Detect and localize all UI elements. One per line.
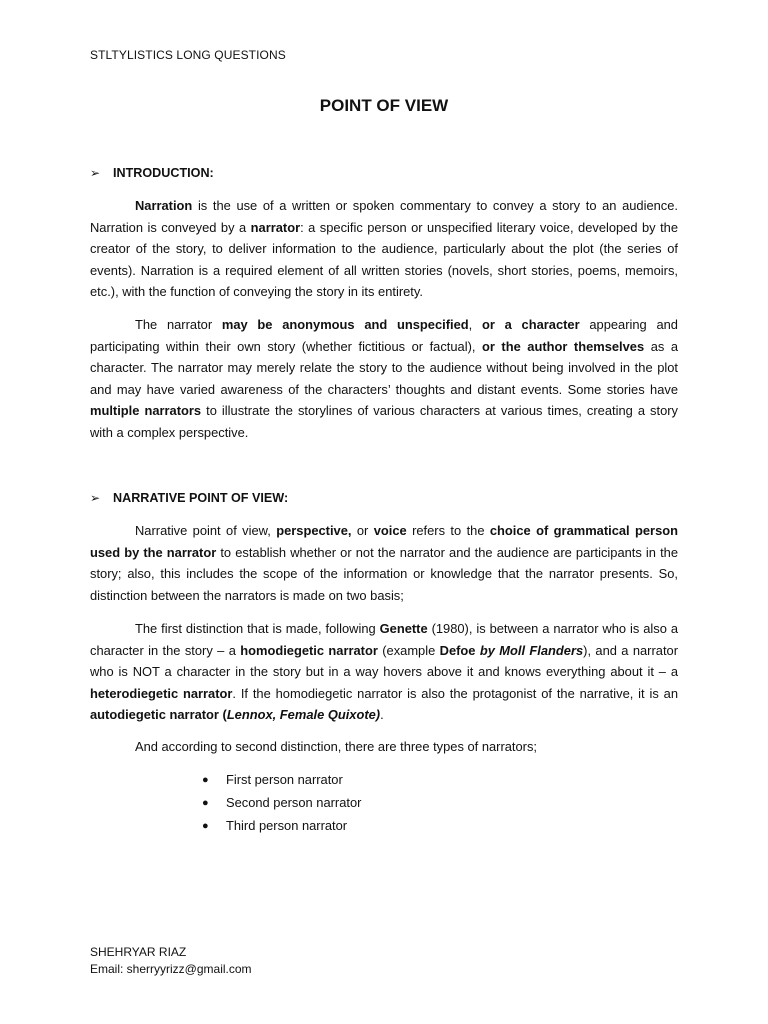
section-heading-introduction <box>90 166 214 180</box>
bold-run: perspective, <box>276 523 352 538</box>
bold-italic-run: Lennox, Female Quixote) <box>226 707 381 723</box>
text-run: (1980), is between a narrator who is also a character in the story – a <box>90 621 679 658</box>
paragraph-introduction-1 <box>90 195 678 303</box>
bold-run: heterodiegetic narrator <box>90 685 233 701</box>
paragraph-narrative-pov-1 <box>90 520 678 606</box>
page-header: STLTYLISTICS LONG QUESTIONS <box>90 48 286 62</box>
bold-run: voice <box>373 523 407 538</box>
list-item-label: First person narrator <box>226 772 343 787</box>
text-run: The narrator <box>135 317 222 332</box>
text-run: ), and a narrator who is NOT a character in the story but in a way hovers above it and knows everything about it – a <box>90 642 678 680</box>
list-item <box>202 815 361 838</box>
bullet-icon: ● <box>202 796 209 809</box>
text-run: , <box>468 317 482 332</box>
term-narrator: narrator <box>250 219 301 235</box>
arrowhead-icon: ➢ <box>90 166 101 180</box>
bold-run: Genette <box>379 621 428 636</box>
bold-run: multiple narrators <box>90 403 202 419</box>
text-run: . If the homodiegetic narrator is also the protagonist of the narrative, it is an <box>232 685 678 701</box>
paragraph-introduction-2 <box>90 314 678 444</box>
text-run: And according to second distinction, there are three types of narrators; <box>135 739 537 754</box>
section-heading-label: INTRODUCTION: <box>113 166 214 180</box>
list-item <box>202 769 361 792</box>
section-heading-narrative-pov <box>90 491 288 505</box>
bold-italic-run: by Moll Flanders <box>479 642 584 658</box>
text-run: (example <box>377 642 440 658</box>
text-run: The first distinction that is made, following <box>135 621 380 636</box>
bold-run: autodiegetic narrator ( <box>90 707 227 723</box>
text-run: . <box>380 707 384 723</box>
bold-run: or the author themselves <box>481 338 645 354</box>
bullet-icon: ● <box>202 819 209 832</box>
text-run: refers to the <box>406 523 490 538</box>
text-run: to illustrate the storylines of various characters at various times, creating a story with a complex perspective. <box>90 403 678 440</box>
paragraph-narrative-pov-3 <box>90 736 678 758</box>
bold-run: or a character <box>481 317 580 332</box>
arrowhead-icon: ➢ <box>90 491 101 505</box>
list-item <box>202 792 361 815</box>
author-email: Email: sherryyrizz@gmail.com <box>90 962 252 976</box>
bullet-icon: ● <box>202 774 209 786</box>
text-run: Narrative point of view, <box>135 523 277 538</box>
section-heading-label: NARRATIVE POINT OF VIEW: <box>113 491 289 505</box>
list-item-label: Second person narrator <box>226 794 362 810</box>
bold-run: Defoe <box>439 642 480 658</box>
page-footer <box>90 944 252 978</box>
author-name: SHEHRYAR RIAZ <box>90 945 187 959</box>
text-run: as a character. The narrator may merely relate the story to the audience without being involved in the plot and may have varied awareness of the characters’ thoughts and distant events. Some stories have <box>90 338 679 397</box>
page-title: POINT OF VIEW <box>319 96 449 115</box>
paragraph-narrative-pov-2 <box>90 618 678 726</box>
bold-run: may be anonymous and unspecified <box>221 317 469 332</box>
bold-run: homodiegetic narrator <box>240 642 378 658</box>
list-item-label: Third person narrator <box>226 817 348 833</box>
text-run: or <box>351 523 374 538</box>
bold-run: choice of grammatical person used by the narrator <box>90 523 678 560</box>
text-run: appearing and participating within their own story (whether fictitious or factual), <box>90 317 678 354</box>
text-run: : a specific person or unspecified literary voice, developed by the creator of the story, to deliver information to the audience, particularly about the plot (the series of events). Narration is a required element of all written stories (novels, short stories, poems, memoirs, etc.), with the function of conveying the story in its entirety. <box>90 219 678 300</box>
text-run: is the use of a written or spoken commentary to convey a story to an audience. Narration is conveyed by a <box>90 198 678 235</box>
text-run: to establish whether or not the narrator and the audience are participants in the story; also, this includes the scope of the information or knowledge that the narrator presents. So, distinction between the narrators is made on two basis; <box>90 544 678 603</box>
term-narration: Narration <box>135 198 193 213</box>
narrator-types-list <box>202 769 361 837</box>
